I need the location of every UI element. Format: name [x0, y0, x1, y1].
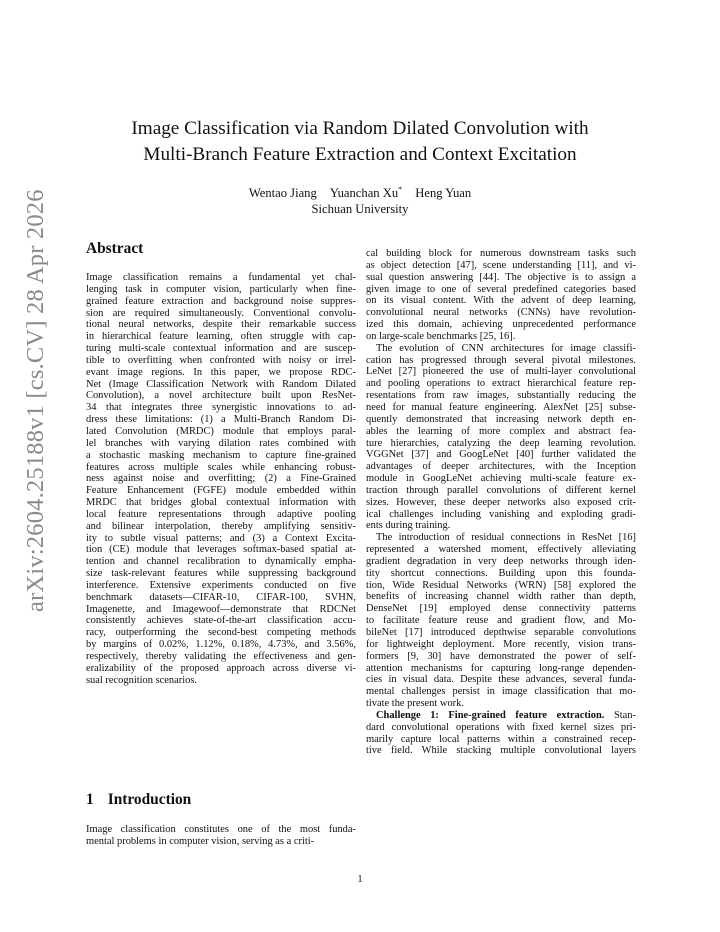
- text-line: traction through parallel convolutions of different kernel: [366, 484, 636, 496]
- author-block: [80, 182, 640, 217]
- text-line: marily capture local patterns within a constrained recep-: [366, 733, 636, 745]
- text-line: lenging task in computer vision, particularly when fine-: [86, 283, 356, 295]
- arxiv-identifier: arXiv:2604.25188v1 [cs.CV] 28 Apr 2026: [22, 189, 49, 612]
- text-line: ables the learning of more complex and abstract fea-: [366, 425, 636, 437]
- text-line: Image classification remains a fundamental yet chal-: [86, 272, 356, 283]
- text-line: gradient degradation in very deep networks through iden-: [366, 555, 636, 567]
- text-line: and pooling operations to extract hierarchical feature rep-: [366, 378, 636, 390]
- section-heading-introduction: [86, 791, 191, 809]
- text-line: for lightweight deployment. More recently, vision trans-: [366, 638, 636, 650]
- text-line: mental challenges persist in image classification that mo-: [366, 686, 636, 698]
- text-line: represented a watershed moment, effectively alleviating: [366, 544, 636, 556]
- text-line: size task-relevant features while suppressing background: [86, 568, 356, 580]
- abstract-body: [86, 272, 356, 687]
- page-number: 1: [357, 874, 363, 885]
- text-line: tion, Wide Residual Networks (WRN) [58] explored the: [366, 579, 636, 591]
- right-column-body: [366, 248, 636, 757]
- text-line: need for manual feature engineering. AlexNet [25] subse-: [366, 401, 636, 413]
- text-line: advantages of deeper architectures, with the Inception: [366, 461, 636, 473]
- text-line: benefits of increasing channel width rather than depth,: [366, 591, 636, 603]
- affiliation: Sichuan University: [311, 201, 409, 216]
- text-run: Stan-: [604, 709, 636, 721]
- author-names: [80, 182, 640, 202]
- text-line: VGGNet [37] and GoogLeNet [40] further validated the: [366, 449, 636, 461]
- text-line: lel branches with varying dilation rates combined with: [86, 437, 356, 449]
- introduction-body: [86, 824, 356, 848]
- text-line: respectively, thereby validating the effectiveness and gen-: [86, 651, 356, 662]
- text-line: ical challenges including vanishing and exploding gradi-: [366, 508, 636, 520]
- section-number: 1: [86, 791, 94, 808]
- author-name-corresponding: Yuanchan Xu*: [329, 185, 403, 201]
- text-line: as object detection [47], scene understanding [11], and vi-: [366, 259, 636, 271]
- text-line: benchmark datasets—CIFAR-10, CIFAR-100, SVHN,: [86, 591, 356, 603]
- text-line: tive field. While stacking multiple convolutional layers: [366, 745, 636, 757]
- text-line: by margins of 0.02%, 1.12%, 0.18%, 4.73%, and 3.56%,: [86, 639, 356, 651]
- abstract-heading: Abstract: [86, 240, 144, 257]
- text-line: sual question answering [44]. The objective is to assign a: [366, 271, 636, 283]
- text-line: dard convolutional operations with fixed kernel sizes pri-: [366, 721, 636, 733]
- text-line: cies in visual data. Despite these advances, several funda-: [366, 674, 636, 686]
- text-line: tity shortcut connections. Building upon this founda-: [366, 567, 636, 579]
- text-line: Net (Image Classification Network with Random Dilated: [86, 378, 356, 390]
- text-line: convolutional neural networks (CNNs) have revolution-: [366, 307, 636, 319]
- text-line: mental problems in computer vision, serving as a criti-: [86, 835, 315, 847]
- text-line: Image classification constitutes one of the most funda-: [86, 824, 356, 835]
- text-line: ents during training.: [366, 520, 451, 532]
- text-line: cal building block for numerous downstream tasks such: [366, 248, 636, 259]
- author-name: Wentao Jiang: [248, 186, 317, 201]
- text-line: 34 that integrates three synergistic innovations to ad-: [86, 402, 356, 414]
- text-line: module in GoogLeNet achieving multi-scale feature ex-: [366, 473, 636, 485]
- text-line: tional neural networks, despite their remarkable success: [86, 319, 356, 331]
- text-line: tention and channel recalibration to dynamically empha-: [86, 556, 356, 568]
- run-in-heading: Challenge 1: Fine-grained feature extraction.: [376, 709, 605, 721]
- paper-title: [80, 116, 640, 168]
- corresponding-mark: *: [398, 185, 403, 194]
- text-line: sion are required simultaneously. Conventional convolu-: [86, 307, 356, 319]
- text-line: features across multiple scales while enhancing robust-: [86, 461, 356, 473]
- text-line: dress these limitations: (1) a Multi-Branch Random Di-: [86, 414, 356, 426]
- text-line: ity to subtle visual patterns; and (3) a Context Excita-: [86, 532, 356, 544]
- text-line: Imagenette, and Imagewoof—demonstrate that RDCNet: [86, 603, 356, 615]
- text-line: a stochastic masking mechanism to capture fine-grained: [86, 449, 356, 461]
- text-line: tible to overfitting when confronted with noisy or irrel-: [86, 354, 356, 366]
- text-line: cation has progressed through several pivotal milestones.: [366, 354, 636, 366]
- text-line: local feature representations through adaptive pooling: [86, 508, 356, 520]
- text-line: given image to one of several predefined categories based: [366, 283, 636, 295]
- text-line: and bilinear interpolation, thereby amplifying sensitiv-: [86, 520, 356, 532]
- text-line: to facilitate feature reuse and gradient flow, and Mo-: [366, 615, 636, 627]
- text-line: formers [9, 30] have demonstrated the power of self-: [366, 650, 636, 662]
- text-line: sizes. However, these deeper networks also exposed crit-: [366, 496, 636, 508]
- text-line: The evolution of CNN architectures for image classifi-: [376, 342, 636, 354]
- text-line: turing multi-scale contextual information and are suscep-: [86, 343, 356, 355]
- text-line: sual recognition scenarios.: [86, 674, 198, 686]
- section-title: Introduction: [107, 791, 192, 808]
- text-line: Convolution), a novel architecture built upon ResNet-: [86, 390, 356, 402]
- text-line: DenseNet [19] employed dense connectivity patterns: [366, 603, 636, 615]
- text-line: The introduction of residual connections in ResNet [16]: [376, 532, 636, 544]
- title-line-1: Image Classification via Random Dilated Convolution with: [131, 118, 589, 139]
- text-line: on large-scale benchmarks [25, 16].: [366, 330, 516, 342]
- text-line: MRDC that bridges global contextual information with: [86, 497, 356, 509]
- text-line: eralizability of the proposed approach across diverse vi-: [86, 662, 356, 674]
- text-line: bileNet [17] introduced depthwise separable convolutions: [366, 627, 636, 638]
- text-line: tion (CE) module that leverages softmax-based spatial at-: [86, 544, 356, 556]
- text-line: interference. Extensive experiments conducted on five: [86, 579, 356, 591]
- text-line: ture hierarchies, catalyzing the deep learning revolution.: [366, 437, 636, 449]
- text-line: Feature Enhancement (FGFE) module embedded within: [86, 485, 356, 497]
- text-line: attention mechanisms for capturing long-range dependen-: [366, 662, 636, 674]
- text-line: ness against noise and overfitting; (2) a Fine-Grained: [86, 473, 356, 485]
- title-line-2: Multi-Branch Feature Extraction and Context Excitation: [143, 144, 577, 165]
- text-line: racy, outperforming the second-best competing methods: [86, 627, 356, 639]
- text-line: LeNet [27] pioneered the use of multi-layer convolutional: [366, 366, 636, 378]
- text-line: resentations from raw images, substantially reducing the: [366, 390, 636, 402]
- text-line: in hierarchical feature learning, often struggle with cap-: [86, 331, 356, 343]
- text-line: grained feature extraction and background noise suppres-: [86, 295, 356, 307]
- author-name: Heng Yuan: [415, 186, 472, 201]
- text-line: quently demonstrated that increasing network depth en-: [366, 413, 636, 425]
- text-line: on its visual content. With the advent of deep learning,: [366, 295, 636, 307]
- challenge-line: [366, 710, 636, 722]
- text-line: ized this domain, achieving unprecedented performance: [366, 319, 636, 331]
- text-line: lated Convolution (MRDC) module that employs paral-: [86, 425, 356, 437]
- text-line: consistently achieves state-of-the-art classification accu-: [86, 615, 356, 627]
- text-line: tivate the present work.: [366, 698, 464, 710]
- text-line: evant image regions. In this paper, we propose RDC-: [86, 366, 356, 378]
